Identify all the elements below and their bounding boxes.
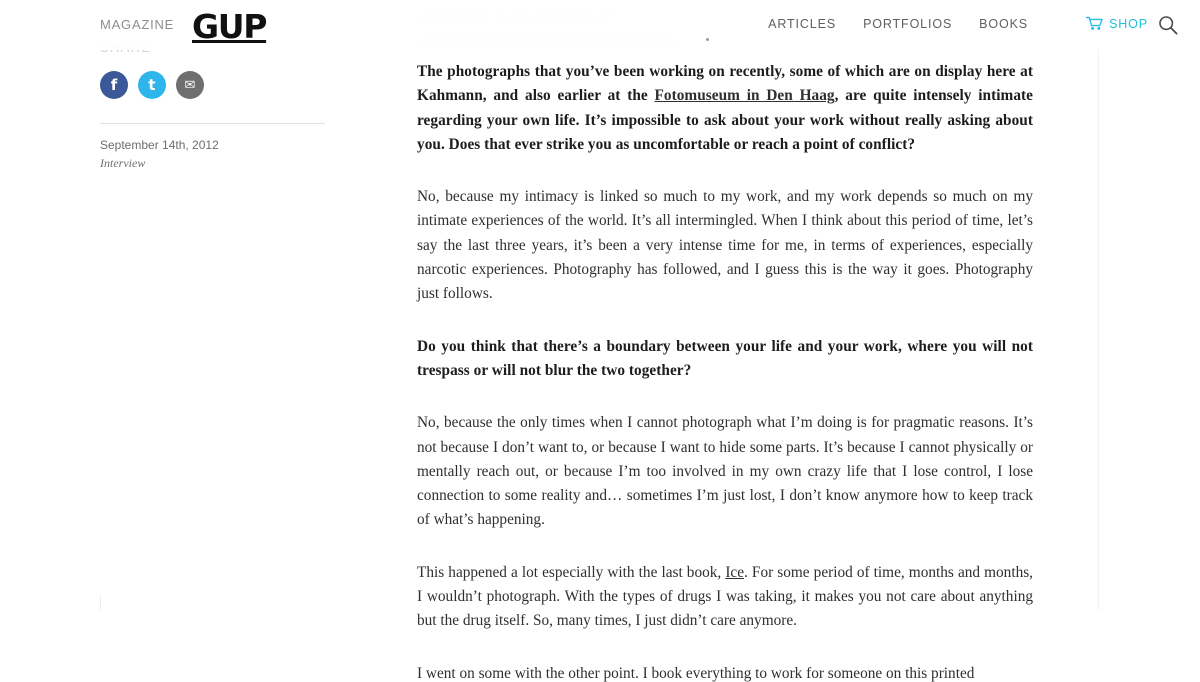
sidebar-divider bbox=[100, 123, 325, 124]
nav-item-books[interactable]: BOOKS bbox=[979, 17, 1028, 31]
fotomuseum-link[interactable]: Fotomuseum in Den Haag bbox=[654, 87, 835, 105]
article-answer-4-clipped bbox=[417, 662, 1033, 682]
article-sidebar bbox=[100, 40, 325, 171]
nav-item-articles[interactable]: ARTICLES bbox=[768, 17, 837, 31]
site-header bbox=[0, 0, 1200, 50]
article-body bbox=[417, 60, 1033, 682]
article-category: Interview bbox=[100, 156, 146, 170]
article-answer-2: No, because the only times when I cannot photograph what I’m doing is for pragmatic reasons. It’s not because I don’t want to, or because I want to hide some parts. It’s because I cannot physically or mentally reach out, or because I’m too involved in my own crazy life that I lose control, I lose connection to some reality and… sometimes I’m just lost, I don’t know anymore how to keep track of what’s happening. bbox=[417, 414, 1033, 529]
left-edge-rule bbox=[100, 596, 101, 610]
shop-label: SHOP bbox=[1109, 16, 1148, 31]
main-navigation bbox=[768, 17, 1028, 31]
article-answer-4: I went on some with the other point. I book everything to work for someone on this printed bbox=[417, 664, 975, 682]
publish-date: September 14th, 2012 bbox=[100, 138, 219, 152]
nav-item-portfolios[interactable]: PORTFOLIOS bbox=[863, 17, 953, 31]
active-nav-indicator bbox=[706, 38, 709, 41]
article-answer-3: This happened a lot especially with the last book, Ice. For some period of time, months and months, I wouldn’t photograph. With the types of drugs I was taking, it makes you not care about anything but the drug itself. So, many times, I just didn’t care anymore. bbox=[417, 563, 1033, 630]
magazine-label: MAGAZINE bbox=[100, 17, 175, 32]
facebook-share-icon[interactable]: f bbox=[100, 71, 128, 99]
ice-book-link[interactable]: Ice bbox=[725, 563, 745, 581]
article-answer-1: No, because my intimacy is linked so much to my work, and my work depends so much on my intimate experiences of the world. It’s all intermingled. When I think about this period of time, let’s say the last three years, it’s been a very intense time for me, in terms of experiences, especially narcotic experiences. Photography has followed, and I guess this is the way it goes. Photography just follows. bbox=[417, 188, 1033, 303]
cart-icon bbox=[1086, 16, 1103, 31]
right-edge-rule bbox=[1098, 0, 1099, 610]
twitter-share-icon[interactable]: t bbox=[138, 71, 166, 99]
article-question-2: Do you think that there’s a boundary between your life and your work, where you will not trespass or will not blur the two together? bbox=[417, 337, 1033, 379]
email-share-icon[interactable]: ✉ bbox=[176, 71, 204, 99]
article-question-1: The photographs that you’ve been working on recently, some of which are on display here at Kahmann, and also earlier at the Fotomuseum in Den Haag, are quite intensely intimate regarding your own life. It’s impossible to ask about your work without really asking about you. Does that ever strike you as uncomfortable or reach a point of conflict? bbox=[417, 63, 1034, 153]
share-buttons bbox=[100, 71, 325, 99]
site-logo[interactable]: GUP bbox=[192, 7, 267, 46]
shop-link[interactable] bbox=[1086, 16, 1148, 31]
search-icon[interactable] bbox=[1158, 15, 1178, 35]
